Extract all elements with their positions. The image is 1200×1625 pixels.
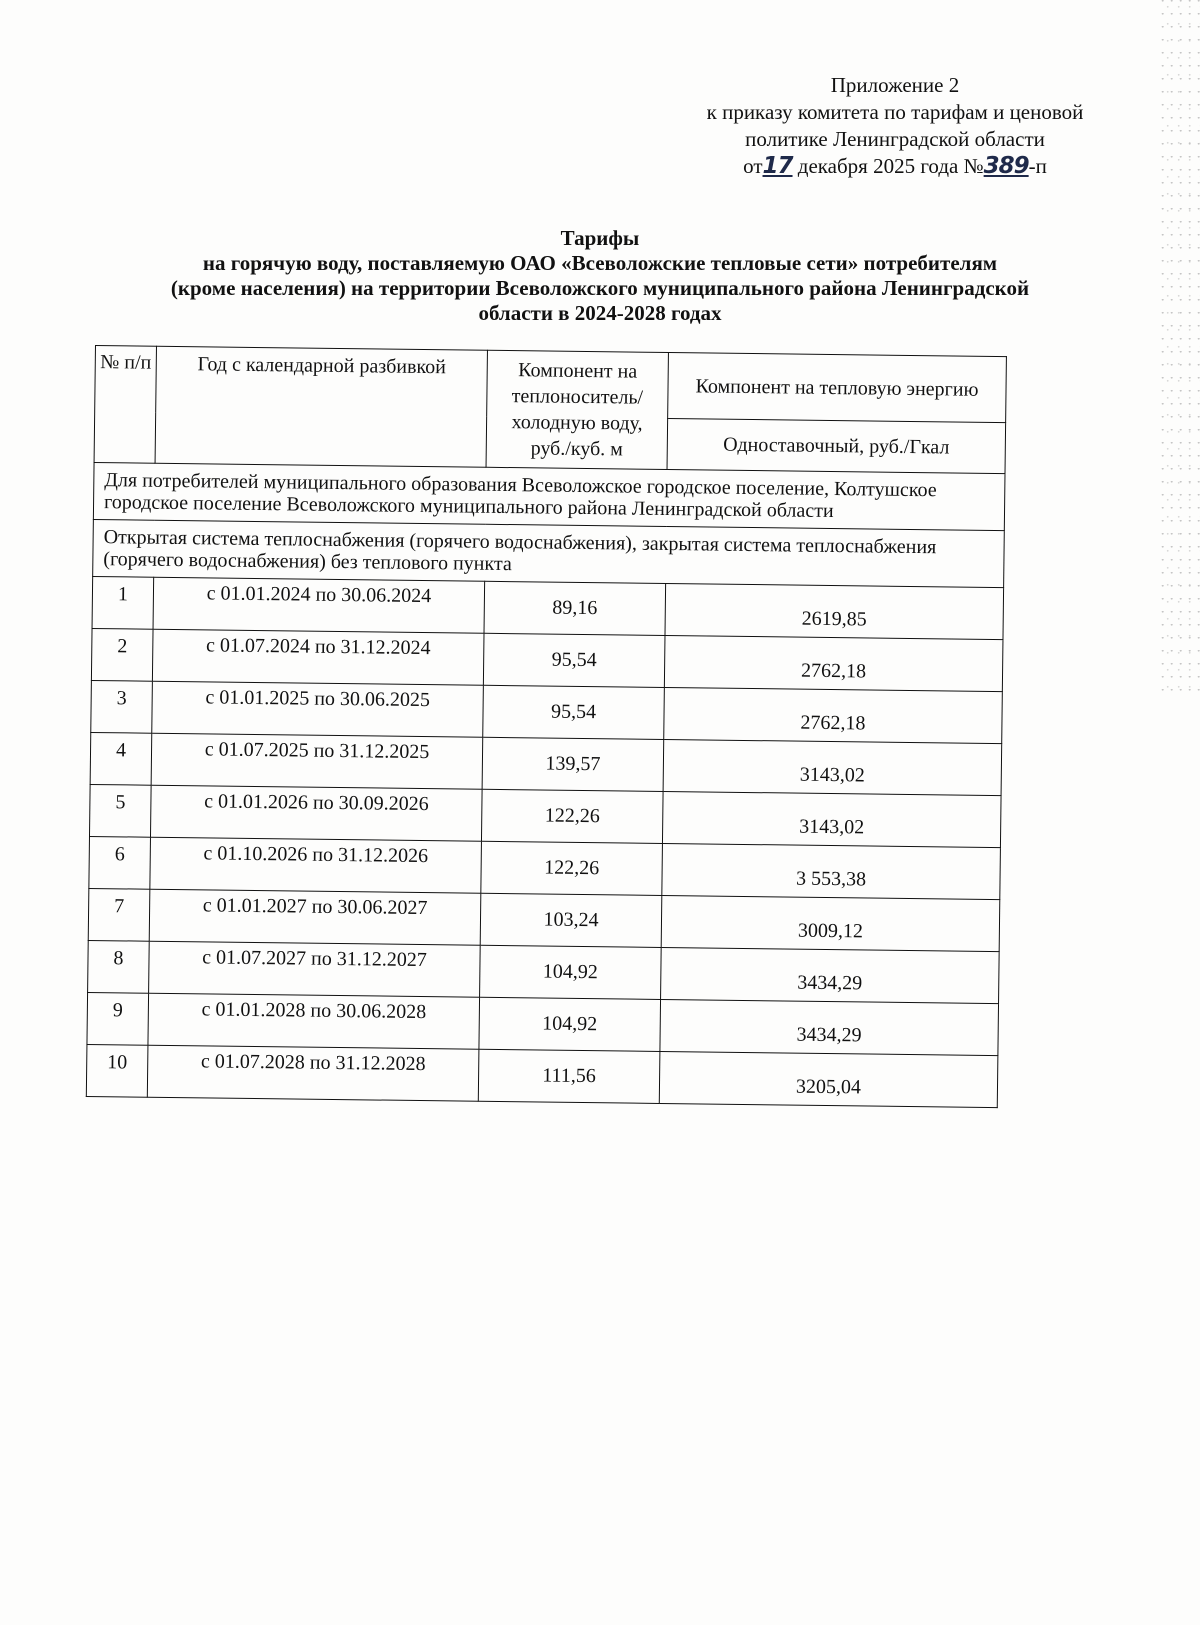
- row-period: с 01.07.2025 по 31.12.2025: [151, 733, 483, 789]
- row-period: с 01.01.2025 по 30.06.2025: [152, 681, 484, 737]
- section-system-type: Открытая система теплоснабжения (горячего водоснабжения), закрытая система теплоснабжения (горячего водоснабжения) без теплового пункта: [93, 519, 1005, 587]
- row-num: 1: [92, 576, 154, 629]
- row-period: с 01.01.2027 по 30.06.2027: [149, 889, 481, 945]
- title-line-3: (кроме населения) на территории Всеволожского муниципального района Ленинградской: [170, 276, 1030, 300]
- row-period: с 01.01.2028 по 30.06.2028: [148, 993, 480, 1049]
- row-num: 3: [91, 680, 153, 733]
- scan-edge-noise: [1160, 0, 1200, 700]
- row-num: 2: [91, 628, 153, 681]
- row-water-tariff: 139,57: [482, 737, 664, 791]
- row-heat-tariff: 3434,29: [660, 999, 999, 1055]
- row-heat-tariff: 2762,18: [664, 635, 1003, 691]
- row-period: с 01.07.2028 по 31.12.2028: [147, 1045, 479, 1101]
- row-heat-tariff: 3434,29: [661, 947, 1000, 1003]
- row-water-tariff: 122,26: [481, 789, 663, 843]
- row-num: 4: [90, 732, 152, 785]
- row-period: с 01.01.2024 по 30.06.2024: [153, 577, 485, 633]
- row-water-tariff: 103,24: [480, 893, 662, 947]
- annex-line-2: к приказу комитета по тарифам и ценовой: [706, 100, 1084, 124]
- header-heat-component: Компонент на тепловую энергию: [668, 353, 1007, 423]
- row-water-tariff: 111,56: [478, 1049, 660, 1103]
- annex-block: [660, 72, 1130, 180]
- handwritten-day: 17: [762, 153, 793, 179]
- row-heat-tariff: 3143,02: [662, 791, 1001, 847]
- row-num: 8: [88, 940, 150, 993]
- annex-date-middle: декабря 2025 года №: [792, 154, 984, 178]
- header-water-component: Компонент на теплоноситель/ холодную воду, руб./куб. м: [486, 350, 668, 469]
- annex-line-4: [660, 153, 1130, 180]
- title-line-2: на горячую воду, поставляемую ОАО «Всеволожские тепловые сети» потребителям: [202, 251, 998, 275]
- row-period: с 01.01.2026 по 30.09.2026: [150, 785, 482, 841]
- header-year: Год с календарной разбивкой: [155, 346, 487, 467]
- handwritten-order-number: 389: [983, 153, 1029, 179]
- row-num: 6: [89, 836, 151, 889]
- row-period: с 01.07.2024 по 31.12.2024: [152, 629, 484, 685]
- table-row: [86, 1044, 998, 1107]
- row-water-tariff: 122,26: [481, 841, 663, 895]
- annex-line-1: Приложение 2: [830, 73, 960, 97]
- row-num: 9: [87, 992, 149, 1045]
- row-num: 5: [89, 784, 151, 837]
- annex-date-suffix: -п: [1028, 154, 1047, 178]
- table-header-row: [95, 346, 1007, 423]
- row-heat-tariff: 2619,85: [665, 583, 1004, 639]
- header-single-rate: Одноставочный, руб./Гкал: [667, 419, 1006, 474]
- row-heat-tariff: 2762,18: [664, 687, 1003, 743]
- title-line-1: Тарифы: [560, 226, 640, 250]
- row-water-tariff: 104,92: [479, 997, 661, 1051]
- row-heat-tariff: 3 553,38: [662, 843, 1001, 899]
- row-heat-tariff: 3009,12: [661, 895, 1000, 951]
- annex-date-prefix: от: [743, 154, 763, 178]
- tariff-table: [86, 345, 1007, 1108]
- title-line-4: области в 2024-2028 годах: [478, 301, 722, 325]
- row-period: с 01.10.2026 по 31.12.2026: [150, 837, 482, 893]
- row-water-tariff: 89,16: [484, 581, 666, 635]
- annex-line-3: политике Ленинградской области: [745, 127, 1045, 151]
- row-num: 7: [88, 888, 150, 941]
- header-num: № п/п: [94, 346, 156, 464]
- row-num: 10: [86, 1044, 148, 1097]
- row-heat-tariff: 3205,04: [659, 1051, 998, 1107]
- section-consumers: Для потребителей муниципального образования Всеволожское городское поселение, Колтушское городское поселение Всеволожского муниципального района Ленинградской области: [93, 462, 1005, 530]
- document-title: [100, 226, 1100, 326]
- row-water-tariff: 95,54: [483, 633, 665, 687]
- tariff-table-wrapper: [86, 345, 1007, 1108]
- row-water-tariff: 95,54: [483, 685, 665, 739]
- row-water-tariff: 104,92: [480, 945, 662, 999]
- row-heat-tariff: 3143,02: [663, 739, 1002, 795]
- row-period: с 01.07.2027 по 31.12.2027: [149, 941, 481, 997]
